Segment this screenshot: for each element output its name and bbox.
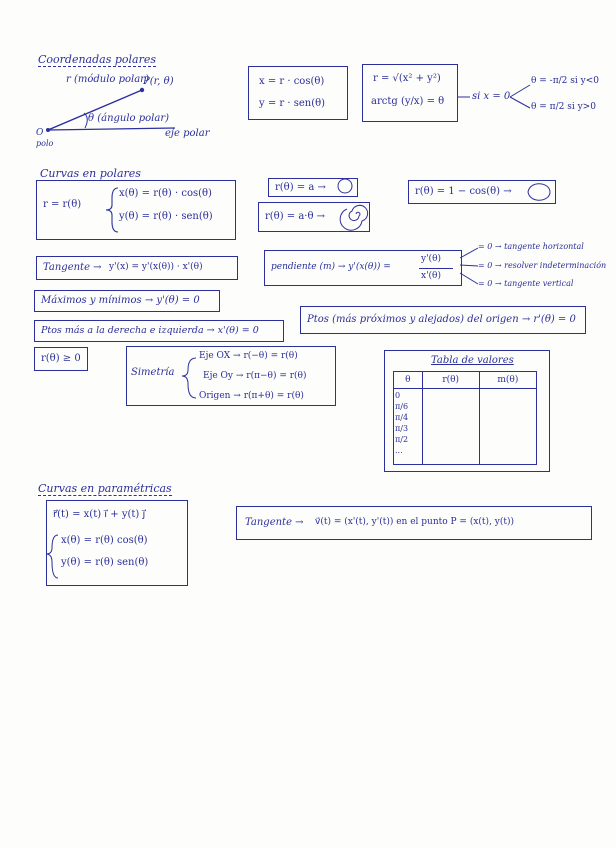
outcome-vertical: = 0 → tangente vertical: [478, 279, 574, 288]
case-negative: θ = -π/2 si y<0: [531, 76, 599, 86]
table-values-box: [384, 350, 550, 472]
tangent-label: Tangente →: [43, 262, 102, 273]
theta-value: π/3: [395, 424, 409, 433]
outcome-indeterminacion: = 0 → resolver indeterminación: [478, 261, 607, 270]
fraction-bar: [419, 268, 453, 269]
tangent-eq: y'(x) = y'(x(θ)) · x'(θ): [109, 262, 203, 272]
eq-x-cos: x = r · cos(θ): [259, 76, 325, 87]
eq-y-sen: y = r · sen(θ): [259, 98, 326, 109]
point-label: P(r, θ): [143, 76, 174, 87]
table-m-cell: [479, 389, 536, 465]
table-header: r(θ): [422, 372, 479, 389]
polar-axis-label: eje polar: [165, 128, 210, 139]
table-header: m(θ): [479, 372, 536, 389]
parametric-box: [46, 500, 188, 586]
table-header-row: [394, 372, 537, 389]
outcome-horizontal: = 0 → tangente horizontal: [478, 242, 584, 251]
cardioid-box: [408, 180, 556, 204]
values-table: [393, 371, 537, 465]
eq-param-y: y(θ) = r(θ) sen(θ): [61, 557, 149, 568]
origin-points-text: Ptos (más próximos y alejados) del origen → r'(θ) = 0: [307, 314, 576, 325]
simetria-box: [126, 346, 336, 406]
circle-box: [268, 178, 358, 197]
table-theta-cell: [394, 389, 423, 465]
theta-value: π/2: [395, 435, 409, 444]
section-title-polares: Coordenadas polares: [38, 53, 157, 66]
tangent-polar-box: [36, 256, 238, 280]
theta-value: 0: [395, 391, 401, 400]
param-polar-box: [36, 180, 236, 240]
cartesian-from-polar-box: [248, 66, 348, 120]
origin-o-label: O: [36, 128, 44, 138]
eq-vector: r⃗(t) = x(t) i⃗ + y(t) j⃗: [53, 509, 146, 520]
izq-der-box: [34, 320, 284, 342]
frac-numerator: y'(θ): [421, 254, 441, 264]
origin-points-box: [300, 306, 586, 334]
eq-cardioid: r(θ) = 1 − cos(θ) →: [415, 186, 512, 197]
pendiente-box: [264, 250, 462, 286]
eq-r-theta: r = r(θ): [43, 199, 82, 210]
table-r-cell: [422, 389, 479, 465]
eq-circle: r(θ) = a →: [275, 182, 326, 193]
theta-value: ...: [395, 446, 403, 455]
table-row: [394, 389, 537, 465]
section-title-curvas-polares: Curvas en polares: [40, 167, 141, 180]
tangent-param-box: [236, 506, 592, 540]
si-x-cero: si x = 0: [472, 91, 511, 102]
tangent-param-label: Tangente →: [245, 517, 304, 528]
frac-denominator: x'(θ): [421, 271, 441, 281]
case-positive: θ = π/2 si y>0: [531, 102, 596, 112]
eq-param-x: x(θ) = r(θ) cos(θ): [61, 535, 148, 546]
polar-from-cartesian-box: [362, 64, 458, 122]
pendiente-label: pendiente (m) → y'(x(θ)) =: [271, 262, 391, 272]
eq-r-sqrt: r = √(x² + y²): [373, 73, 441, 84]
sim-origen: Origen → r(π+θ) = r(θ): [199, 391, 304, 401]
r-positive-text: r(θ) ≥ 0: [41, 353, 81, 364]
r-modulo-label: r (módulo polar): [66, 74, 149, 85]
sim-ox: Eje OX → r(−θ) = r(θ): [199, 351, 298, 361]
maxmin-text: Máximos y mínimos → y'(θ) = 0: [41, 295, 200, 306]
eq-arctg: arctg (y/x) = θ: [371, 96, 445, 107]
r-positive-box: [34, 347, 88, 371]
tangent-param-eq: v⃗(t) = (x'(t), y'(t)) en el punto P = (x(t), y(t)): [315, 517, 515, 527]
theta-label: θ (ángulo polar): [88, 113, 170, 124]
maxmin-box: [34, 290, 220, 312]
theta-value: π/4: [395, 413, 409, 422]
eq-y-theta: y(θ) = r(θ) · sen(θ): [119, 211, 213, 222]
theta-value: π/6: [395, 402, 409, 411]
izq-der-text: Ptos más a la derecha e izquierda → x'(θ) = 0: [41, 325, 259, 336]
table-header: θ: [394, 372, 423, 389]
spiral-box: [258, 202, 370, 232]
sim-oy: Eje Oy → r(π−θ) = r(θ): [203, 371, 307, 381]
section-title-parametricas: Curvas en paramétricas: [38, 482, 172, 495]
eq-x-theta: x(θ) = r(θ) · cos(θ): [119, 188, 212, 199]
simetria-label: Simetría: [131, 367, 175, 378]
pole-label: polo: [36, 139, 54, 148]
table-title: Tabla de valores: [431, 355, 514, 366]
eq-spiral: r(θ) = a·θ →: [265, 211, 326, 222]
